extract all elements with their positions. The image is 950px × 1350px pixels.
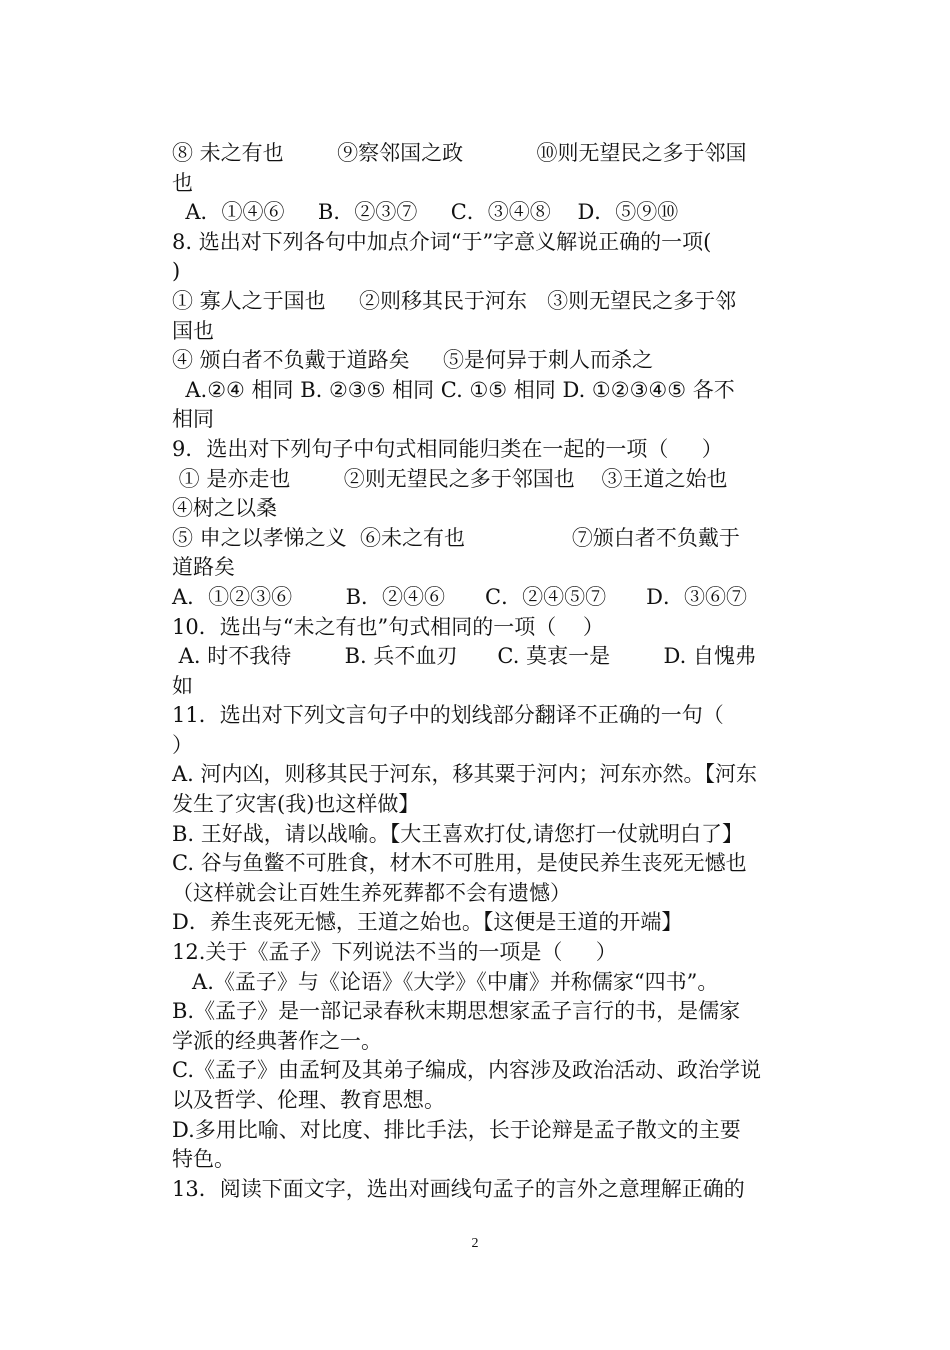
text-line: ④树之以桑 [172, 496, 277, 521]
text-line: 相同 [172, 407, 214, 432]
answer-option-b: B. 王好战，请以战喻。【大王喜欢打仗,请您打一仗就明白了】 [172, 821, 743, 846]
text-line: ④ 颁白者不负戴于道路矣 ⑤是何异于刺人而杀之 [172, 348, 654, 373]
text-line: 国也 [172, 318, 214, 343]
question-11: 11．选出对下列文言句子中的划线部分翻译不正确的一句（ [172, 703, 724, 728]
text-line: 特色。 [172, 1147, 235, 1172]
answer-option-d: D.多用比喻、对比度、排比手法，长于论辩是孟子散文的主要 [172, 1117, 741, 1142]
text-line: ) [172, 259, 181, 284]
answer-options: A.②④ 相同 B. ②③⑤ 相同 C. ①⑤ 相同 D. ①②③④⑤ 各不 [172, 377, 735, 402]
question-8: 8. 选出对下列各句中加点介词“于”字意义解说正确的一项( [172, 229, 712, 254]
answer-option-b: B.《孟子》是一部记录春秋末期思想家孟子言行的书，是儒家 [172, 999, 741, 1024]
page-number: 2 [471, 1236, 479, 1251]
text-line: ⑧ 未之有也 ⑨察邻国之政 ⑩则无望民之多于邻国 [172, 141, 747, 165]
answer-options: A．①②③⑥ B．②④⑥ C．②④⑤⑦ D．③⑥⑦ [172, 584, 748, 609]
text-line: （这样就会让百姓生养死葬都不会有遗憾） [172, 880, 571, 905]
text-line: ① 寡人之于国也 ②则移其民于河东 ③则无望民之多于邻 [172, 288, 737, 313]
question-12: 12.关于《孟子》下列说法不当的一项是（ ） [172, 940, 617, 965]
answer-option-c: C.《孟子》由孟轲及其弟子编成，内容涉及政治活动、政治学说 [172, 1058, 761, 1083]
answer-options: A．①④⑥ B．②③⑦ C．③④⑧ D．⑤⑨⑩ [172, 200, 679, 225]
answer-option-a: A.《孟子》与《论语》《大学》《中庸》并称儒家“四书”。 [172, 969, 719, 994]
text-line: 学派的经典著作之一。 [172, 1028, 382, 1053]
answer-option-d: D．养生丧死无憾，王道之始也。【这便是王道的开端】 [172, 910, 683, 935]
text-line: 道路矣 [172, 555, 235, 580]
text-line: ⑤ 申之以孝悌之义 ⑥未之有也 ⑦颁白者不负戴于 [172, 525, 740, 550]
document-body [172, 139, 782, 1204]
text-line: 发生了灾害(我)也这样做】 [172, 792, 420, 817]
question-13: 13．阅读下面文字，选出对画线句孟子的言外之意理解正确的 [172, 1176, 745, 1201]
text-line: ） [172, 732, 193, 757]
answer-option-c: C. 谷与鱼鳖不可胜食，材木不可胜用，是使民养生丧死无憾也 [172, 851, 747, 876]
text-line: 如 [172, 673, 193, 698]
text-line: 以及哲学、伦理、教育思想。 [172, 1088, 445, 1112]
question-9: 9．选出对下列句子中句式相同能归类在一起的一项（ ） [172, 436, 723, 461]
text-line: 也 [172, 170, 193, 195]
answer-option-a: A. 河内凶，则移其民于河东，移其粟于河内；河东亦然。【河东 [172, 762, 758, 787]
text-line: ① 是亦走也 ②则无望民之多于邻国也 ③王道之始也 [172, 466, 728, 491]
answer-options: A. 时不我待 B. 兵不血刃 C. 莫衷一是 D. 自愧弗 [172, 644, 756, 669]
question-10: 10．选出与“未之有也”句式相同的一项（ ） [172, 614, 604, 639]
